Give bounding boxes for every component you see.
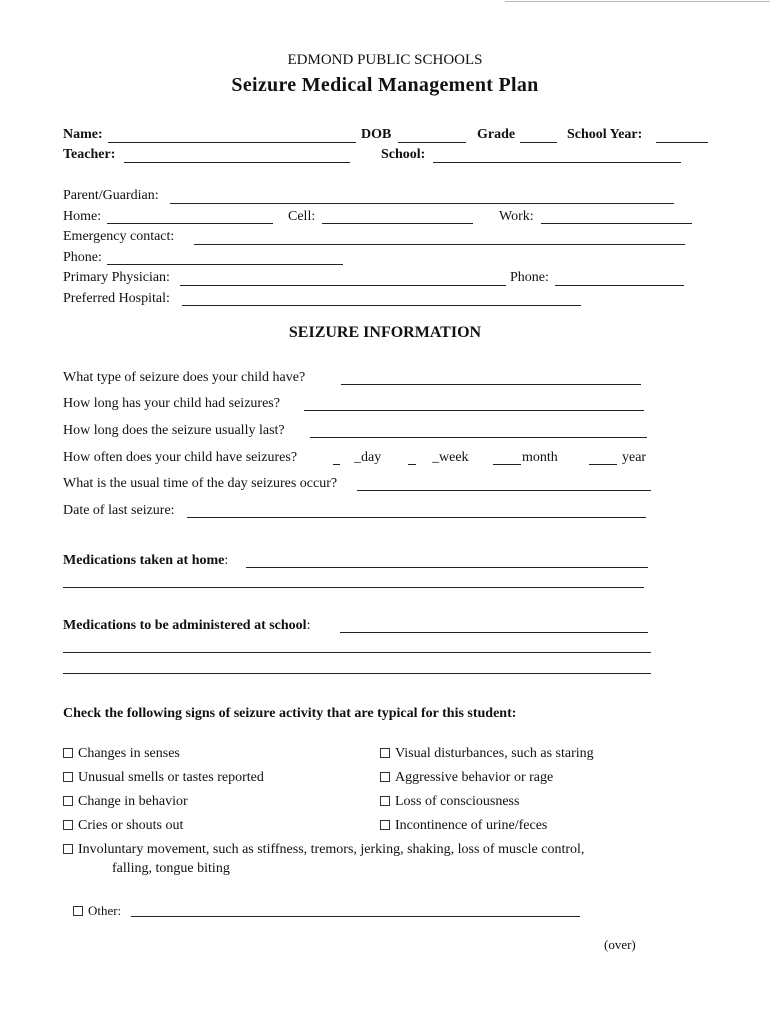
frequency-week-blank[interactable]: [408, 464, 416, 465]
physician-phone-label: Phone:: [510, 270, 549, 285]
sign-label: Change in behavior: [78, 794, 188, 809]
other-field[interactable]: [131, 916, 580, 917]
school-medications-text: Medications to be administered at school: [63, 618, 307, 633]
sign-label: Unusual smells or tastes reported: [78, 770, 264, 785]
sign-checkbox-right-2[interactable]: [380, 770, 553, 786]
name-field[interactable]: [108, 142, 356, 143]
physician-phone-field[interactable]: [555, 285, 684, 286]
sign-checkbox-other[interactable]: [73, 903, 121, 919]
seizure-history-question: How long has your child had seizures?: [63, 396, 280, 411]
school-field[interactable]: [433, 162, 681, 163]
checkbox-icon[interactable]: [63, 796, 73, 806]
home-medications-text: Medications taken at home: [63, 553, 225, 568]
sign-label: Aggressive behavior or rage: [395, 770, 554, 785]
emergency-contact-field[interactable]: [194, 244, 685, 245]
home-medications-field[interactable]: [246, 567, 648, 568]
sign-label: Involuntary movement, such as stiffness, tremors, jerking, shaking, loss of muscle control,: [78, 842, 585, 857]
cell-phone-label: Cell:: [288, 209, 316, 224]
checkbox-icon[interactable]: [63, 844, 73, 854]
work-phone-label: Work:: [499, 209, 534, 224]
grade-label: Grade: [477, 127, 516, 142]
sign-checkbox-left-4[interactable]: [63, 818, 183, 834]
checkbox-icon[interactable]: [63, 748, 73, 758]
physician-field[interactable]: [180, 285, 506, 286]
emergency-phone-label: Phone:: [63, 250, 102, 265]
checkbox-icon[interactable]: [380, 772, 390, 782]
school-year-label: School Year:: [567, 127, 643, 142]
emergency-phone-field[interactable]: [107, 264, 343, 265]
frequency-day-blank-a[interactable]: [333, 464, 340, 465]
other-label: Other:: [88, 903, 122, 918]
checkbox-icon[interactable]: [380, 796, 390, 806]
home-phone-label: Home:: [63, 209, 102, 224]
emergency-contact-label: Emergency contact:: [63, 229, 175, 244]
frequency-year-blank[interactable]: [589, 464, 617, 465]
frequency-week-label: _week: [432, 450, 469, 465]
sign-checkbox-involuntary[interactable]: [63, 842, 584, 858]
work-phone-field[interactable]: [541, 223, 692, 224]
cell-phone-field[interactable]: [322, 223, 473, 224]
seizure-history-field[interactable]: [304, 410, 644, 411]
frequency-month-blank[interactable]: [493, 464, 521, 465]
seizure-type-question: What type of seizure does your child have?: [63, 370, 306, 385]
teacher-field[interactable]: [124, 162, 350, 163]
dob-field[interactable]: [398, 142, 466, 143]
over-note: (over): [604, 937, 636, 952]
frequency-day-label: _day: [354, 450, 382, 465]
teacher-label: Teacher:: [63, 147, 116, 162]
hospital-label: Preferred Hospital:: [63, 291, 170, 306]
dob-label: DOB: [361, 127, 392, 142]
seizure-duration-question: How long does the seizure usually last?: [63, 423, 285, 438]
frequency-year-label: year: [622, 450, 647, 465]
sign-checkbox-right-3[interactable]: [380, 794, 519, 810]
sign-checkbox-left-3[interactable]: [63, 794, 188, 810]
parent-label: Parent/Guardian:: [63, 188, 159, 203]
school-medications-field-line3[interactable]: [63, 673, 651, 674]
sign-checkbox-left-2[interactable]: [63, 770, 264, 786]
checkbox-icon[interactable]: [380, 820, 390, 830]
time-of-day-question: What is the usual time of the day seizures occur?: [63, 476, 338, 491]
checkbox-icon[interactable]: [73, 906, 83, 916]
top-border-line: [505, 1, 770, 2]
home-phone-field[interactable]: [107, 223, 273, 224]
home-medications-label: Medications taken at home:: [63, 553, 229, 568]
school-medications-field-line2[interactable]: [63, 652, 651, 653]
page-title: Seizure Medical Management Plan: [231, 74, 539, 96]
school-medications-label: Medications to be administered at school:: [63, 618, 311, 633]
sign-involuntary-continued: falling, tongue biting: [112, 861, 230, 876]
sign-label: Changes in senses: [78, 746, 180, 761]
sign-checkbox-right-4[interactable]: [380, 818, 547, 834]
checkbox-icon[interactable]: [380, 748, 390, 758]
home-medications-field-line2[interactable]: [63, 587, 644, 588]
seizure-frequency-question: How often does your child have seizures?: [63, 450, 298, 465]
signs-heading: Check the following signs of seizure activity that are typical for this student:: [63, 706, 517, 721]
school-medications-field[interactable]: [340, 632, 648, 633]
seizure-duration-field[interactable]: [310, 437, 647, 438]
sign-label: Incontinence of urine/feces: [395, 818, 548, 833]
sign-label: Loss of consciousness: [395, 794, 520, 809]
sign-checkbox-right-1[interactable]: [380, 746, 594, 762]
school-year-field[interactable]: [656, 142, 708, 143]
checkbox-icon[interactable]: [63, 820, 73, 830]
name-label: Name:: [63, 127, 103, 142]
hospital-field[interactable]: [182, 305, 581, 306]
grade-field[interactable]: [520, 142, 557, 143]
seizure-type-field[interactable]: [341, 384, 641, 385]
district-name: EDMOND PUBLIC SCHOOLS: [287, 52, 483, 68]
checkbox-icon[interactable]: [63, 772, 73, 782]
school-label: School:: [381, 147, 426, 162]
seizure-info-heading: SEIZURE INFORMATION: [288, 324, 482, 341]
frequency-month-label: month: [522, 450, 558, 465]
sign-checkbox-left-1[interactable]: [63, 746, 180, 762]
sign-label: Cries or shouts out: [78, 818, 184, 833]
last-seizure-label: Date of last seizure:: [63, 503, 175, 518]
last-seizure-field[interactable]: [187, 517, 646, 518]
parent-field[interactable]: [170, 203, 674, 204]
sign-label: Visual disturbances, such as staring: [395, 746, 594, 761]
physician-label: Primary Physician:: [63, 270, 170, 285]
time-of-day-field[interactable]: [357, 490, 651, 491]
